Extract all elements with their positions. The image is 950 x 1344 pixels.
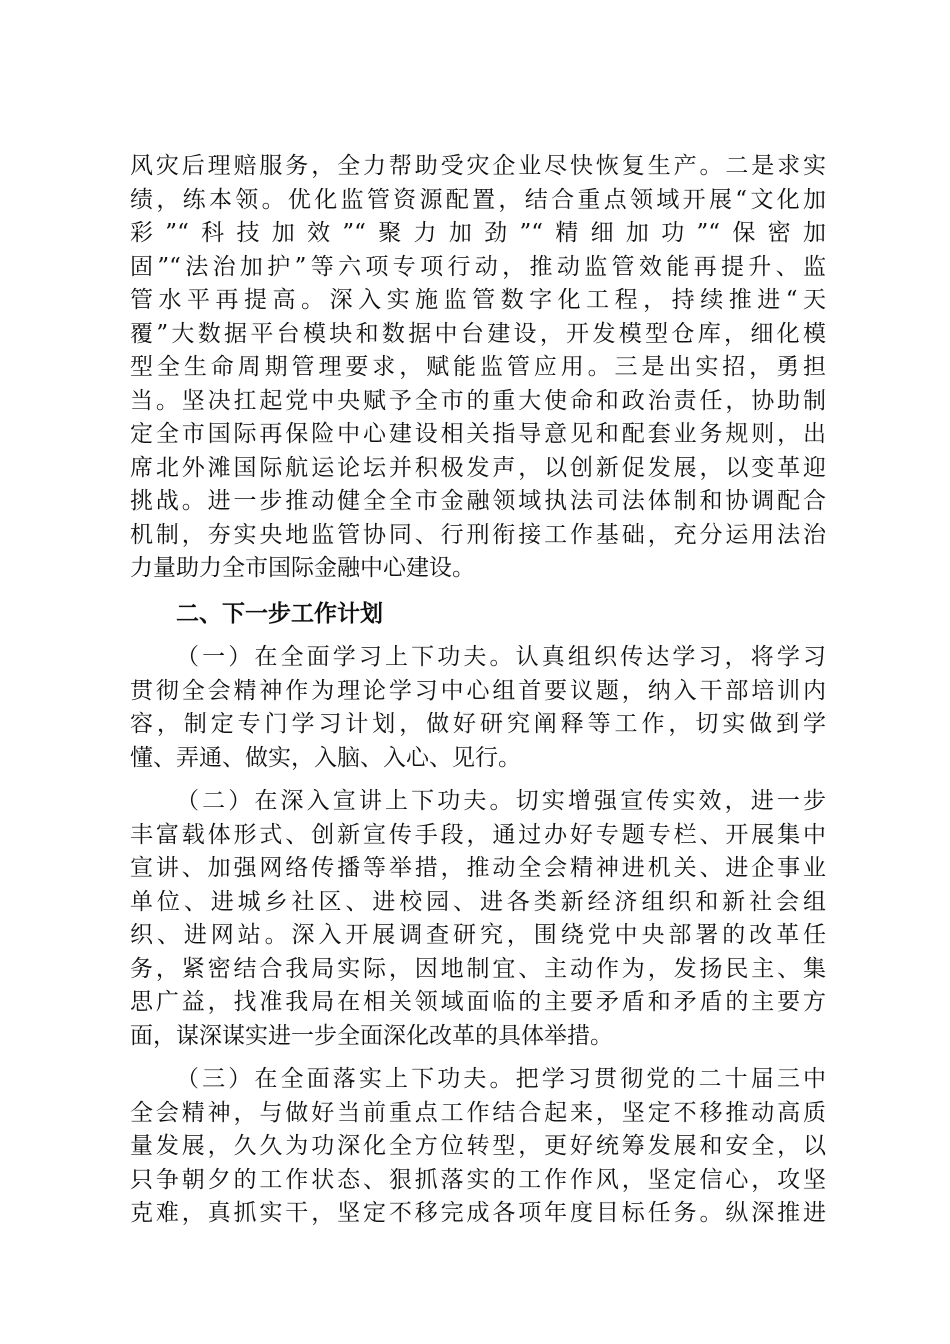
text-line: 固”“法治加护”等六项专项行动，推动监管效能再提升、监 bbox=[130, 253, 826, 280]
text-line: 只争朝夕的工作状态、狠抓落实的工作作风，坚定信心，攻坚 bbox=[130, 1166, 826, 1193]
text-line: 单位、进城乡社区、进校园、进各类新经济组织和新社会组 bbox=[130, 888, 826, 915]
text-line: 懂、弄通、做实，入脑、入心、见行。 bbox=[130, 744, 521, 771]
text-line: （一）在全面学习上下功夫。认真组织传达学习，将学习 bbox=[176, 644, 826, 670]
text-line: 丰富载体形式、创新宣传手段，通过办好专题专栏、开展集中 bbox=[130, 821, 826, 848]
text-line: 贯彻全会精神作为理论学习中心组首要议题，纳入干部培训内 bbox=[130, 677, 826, 704]
text-line: 机制，夯实央地监管协同、行刑衔接工作基础，充分运用法治 bbox=[130, 521, 826, 548]
text-line: 全会精神，与做好当前重点工作结合起来，坚定不移推动高质 bbox=[130, 1099, 826, 1126]
text-line: 织、进网站。深入开展调查研究，围绕党中央部署的改革任 bbox=[130, 922, 826, 948]
text-line: 席北外滩国际航运论坛并积极发声，以创新促发展，以变革迎 bbox=[130, 454, 826, 481]
text-line: 定全市国际再保险中心建设相关指导意见和配套业务规则，出 bbox=[130, 421, 826, 447]
text-line: 管水平再提高。深入实施监管数字化工程，持续推进“天 bbox=[130, 287, 826, 313]
text-line: 风灾后理赔服务，全力帮助受灾企业尽快恢复生产。二是求实 bbox=[130, 153, 826, 179]
text-line: 覆”大数据平台模块和数据中台建设，开发模型仓库，细化模 bbox=[130, 320, 826, 347]
text-line: 彩”“科技加效”“聚力加劲”“精细加功”“保密加 bbox=[130, 220, 826, 246]
text-line: （三）在全面落实上下功夫。把学习贯彻党的二十届三中 bbox=[176, 1066, 826, 1092]
text-line: 克难，真抓实干，坚定不移完成各项年度目标任务。纵深推进 bbox=[130, 1200, 826, 1226]
text-line: 面，谋深谋实进一步全面深化改革的具体举措。 bbox=[130, 1022, 613, 1049]
text-line: 力量助力全市国际金融中心建设。 bbox=[130, 555, 475, 581]
text-line: 绩，练本领。优化监管资源配置，结合重点领域开展“文化加 bbox=[130, 186, 826, 213]
text-line: 容，制定专门学习计划，做好研究阐释等工作，切实做到学 bbox=[130, 711, 826, 737]
text-line: 思广益，找准我局在相关领域面临的主要矛盾和矛盾的主要方 bbox=[130, 989, 826, 1015]
text-line: 宣讲、加强网络传播等举措，推动全会精神进机关、进企事业 bbox=[130, 855, 826, 881]
text-line: 挑战。进一步推动健全全市金融领域执法司法体制和协调配合 bbox=[130, 488, 826, 514]
text-line: 型全生命周期管理要求，赋能监管应用。三是出实招，勇担 bbox=[130, 354, 826, 380]
text-line: （二）在深入宣讲上下功夫。切实增强宣传实效，进一步 bbox=[176, 788, 826, 814]
text-line: 务，紧密结合我局实际，因地制宜、主动作为，发扬民主、集 bbox=[130, 955, 826, 982]
section-heading: 二、下一步工作计划 bbox=[176, 600, 383, 627]
text-line: 当。坚决扛起党中央赋予全市的重大使命和政治责任，协助制 bbox=[130, 387, 826, 414]
text-line: 量发展，久久为功深化全方位转型，更好统筹发展和安全，以 bbox=[130, 1133, 826, 1159]
